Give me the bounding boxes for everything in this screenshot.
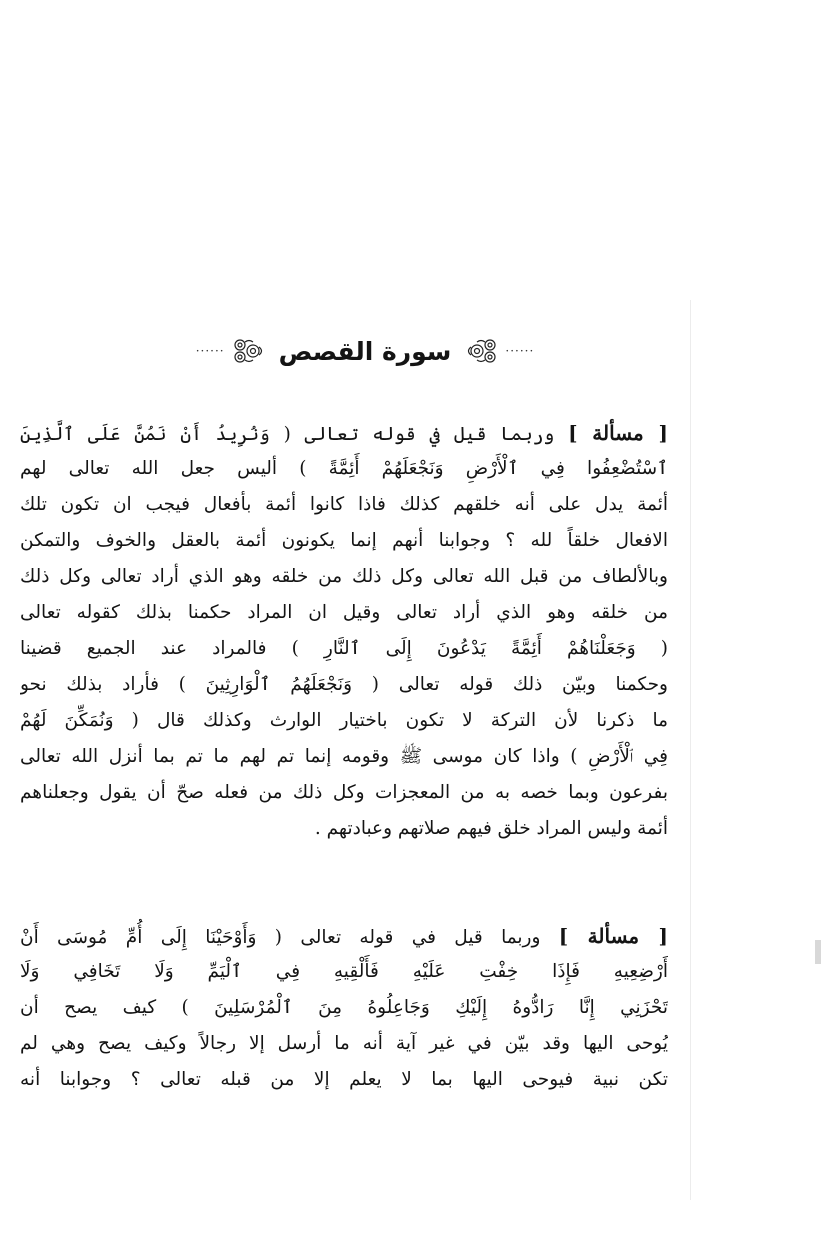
paragraph-line: من خلقه وهو الذي أراد تعالى وقيل ان المراد حكمنا بذلك كقوله تعالى	[20, 602, 668, 623]
ornament-left-icon	[231, 337, 267, 365]
paragraph-line: فِي ٱلْأَرْضِ ) واذا كان موسى ﷺ وقومه إنما تم لهم ما تم بما أنزل الله تعالى	[20, 746, 668, 767]
masala-label: [ مسألة ]	[558, 924, 668, 948]
paragraph-line: تكن نبية فيوحى اليها بما لا يعلم إلا من قبله تعالى ؟ وجوابنا أنه	[20, 1069, 668, 1090]
scan-edge-mark	[815, 940, 821, 964]
ornament-right-icon	[463, 337, 499, 365]
surah-title: سورة القصص	[278, 336, 452, 366]
title-dots-right: ······	[505, 344, 535, 358]
paragraph-line: أَرْضِعِيهِ فَإِذَا خِفْتِ عَلَيْهِ فَأَلْقِيهِ فِي ٱلْيَمِّ وَلَا تَخَافِي وَلَا	[20, 961, 668, 982]
paragraph-line: وحكمنا وبيّن ذلك قوله تعالى ( وَنَجْعَلَهُمُ ٱلْوَارِثِينَ ) فأراد بذلك نحو	[20, 674, 668, 695]
paragraph-line: ( وَجَعَلْنَاهُمْ أَئِمَّةً يَدْعُونَ إِلَى ٱلنَّارِ ) فالمراد عند الجميع قضينا	[20, 638, 668, 659]
paragraph-line: [ مسألة ] وربما قيل في قوله تعالى ( وَأَوْحَيْنَا إِلَى أُمِّ مُوسَى أَنْ	[20, 924, 668, 948]
paragraph-masala-1	[20, 415, 668, 847]
paragraph-line: وبالألطاف من قبل الله تعالى وكل ذلك من خلقه وهو الذي أراد تعالى وكل ذلك	[20, 566, 668, 587]
surah-heading	[0, 326, 830, 376]
paragraph-masala-2	[20, 918, 668, 1098]
paragraph-line: أئمة يدل على أنه خلقهم كذلك فاذا كانوا أئمة بأفعال فيجب ان تكون تلك	[20, 494, 668, 515]
paragraph-line: يُوحى اليها وقد بيّن في غير آية أنه ما أرسل إلا رجالاً وكيف يصح وهي لم	[20, 1033, 668, 1054]
paragraph-line: الافعال خلقاً لله ؟ وجوابنا أنهم إنما يكونون أئمة بالعقل والخوف والتمكن	[20, 530, 668, 551]
paragraph-line: أئمة وليس المراد خلق فيهم صلاتهم وعبادتهم .	[314, 818, 668, 839]
title-dots-left: ······	[195, 344, 225, 358]
paragraph-line: ٱسْتُضْعِفُوا فِي ٱلْأَرْضِ وَنَجْعَلَهُمْ أَئِمَّةً ) أليس جعل الله تعالى لهم	[20, 458, 668, 479]
paragraph-line: ما ذكرنا لأن التركة لا تكون باختيار الوارث وكذلك قال ( وَنُمَكِّنَ لَهُمْ	[20, 710, 668, 731]
paragraph-line: تَحْزَنِي إِنَّا رَادُّوهُ إِلَيْكِ وَجَاعِلُوهُ مِنَ ٱلْمُرْسَلِينَ ) كيف يصح أن	[20, 997, 668, 1018]
paragraph-line: بفرعون وبما خصه به من المعجزات وكل ذلك من فعله صحّ أن يقول وجعلناهم	[20, 782, 668, 803]
paragraph-line: [ مسألة ] وربما قيل في قوله تعالى ( وَنُرِيدُ أَنْ نَمُنَّ عَلَى ٱلَّذِينَ	[20, 421, 668, 445]
masala-label: [ مسألة ]	[568, 421, 668, 445]
page-edge-shadow	[690, 300, 691, 1200]
